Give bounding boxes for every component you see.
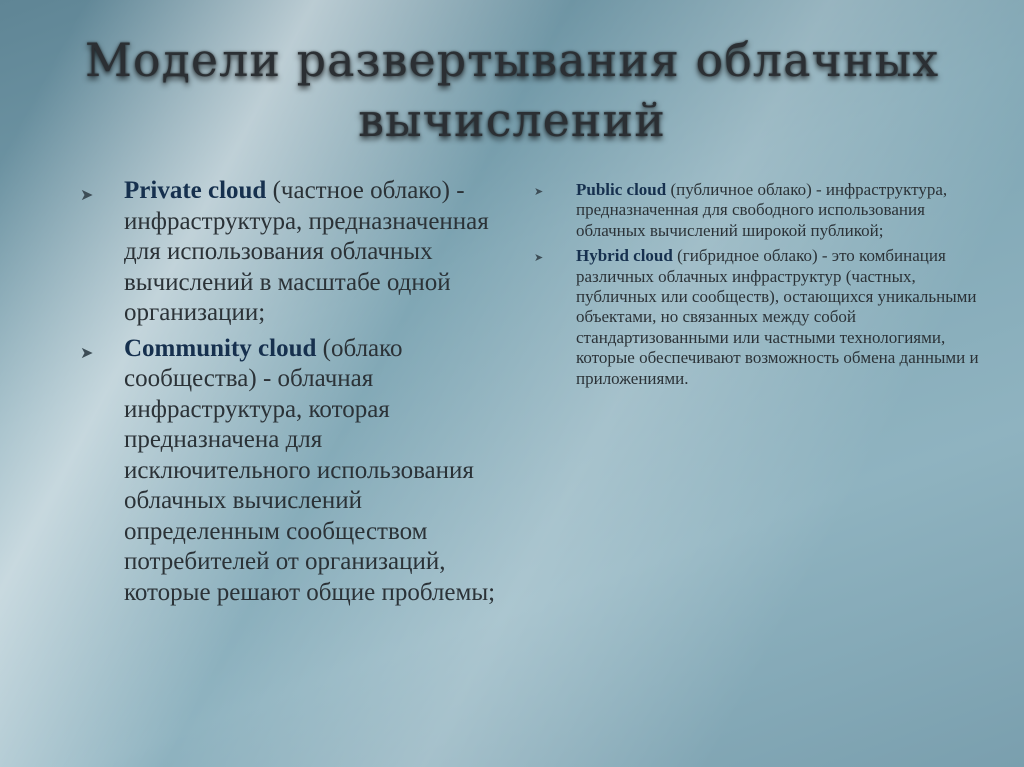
term-community-cloud: Community cloud [124, 334, 317, 362]
arrow-bullet-icon: ➤ [534, 185, 544, 198]
right-bullet-list [528, 180, 998, 389]
left-bullet-list [72, 176, 512, 608]
list-item-community-cloud [72, 334, 512, 609]
description-community-cloud: (облако сообщества) - облачная инфраструктура, которая предназначена для исключительного использования облачных вычислений определенным сообществом потребителей от организаций, которые решают общие проблемы; [124, 334, 496, 606]
arrow-bullet-icon: ➤ [534, 251, 544, 265]
arrow-bullet-icon: ➤ [80, 185, 94, 204]
slide-title-line-1: Модели развертывания облачных [84, 33, 940, 87]
description-private-cloud: (частное облако) - инфраструктура, предназначенная для использования облачных вычислений в масштабе одной организации; [124, 177, 489, 326]
right-column [528, 180, 998, 394]
arrow-bullet-icon: ➤ [80, 342, 94, 362]
description-hybrid-cloud: (гибридное облако) - это комбинация различных облачных инфраструктур (частных, публичных или сообществ), остающихся уникальными объектами, но связанных между собой стандартизованными или частными технологиями, которые обеспечивают возможность обмена данными и приложениями. [576, 246, 979, 388]
list-item-public-cloud [528, 180, 998, 241]
description-public-cloud: (публичное облако) - инфраструктура, предназначенная для свободного использования облачных вычислений широкой публикой; [576, 180, 948, 240]
left-column [72, 176, 512, 613]
term-public-cloud: Public cloud [576, 180, 667, 199]
slide-title [60, 30, 964, 150]
list-item-hybrid-cloud [528, 246, 998, 389]
slide-title-line-2: вычислений [358, 93, 666, 147]
term-hybrid-cloud: Hybrid cloud [576, 246, 673, 266]
term-private-cloud: Private cloud [124, 177, 267, 204]
list-item-private-cloud [72, 176, 512, 329]
